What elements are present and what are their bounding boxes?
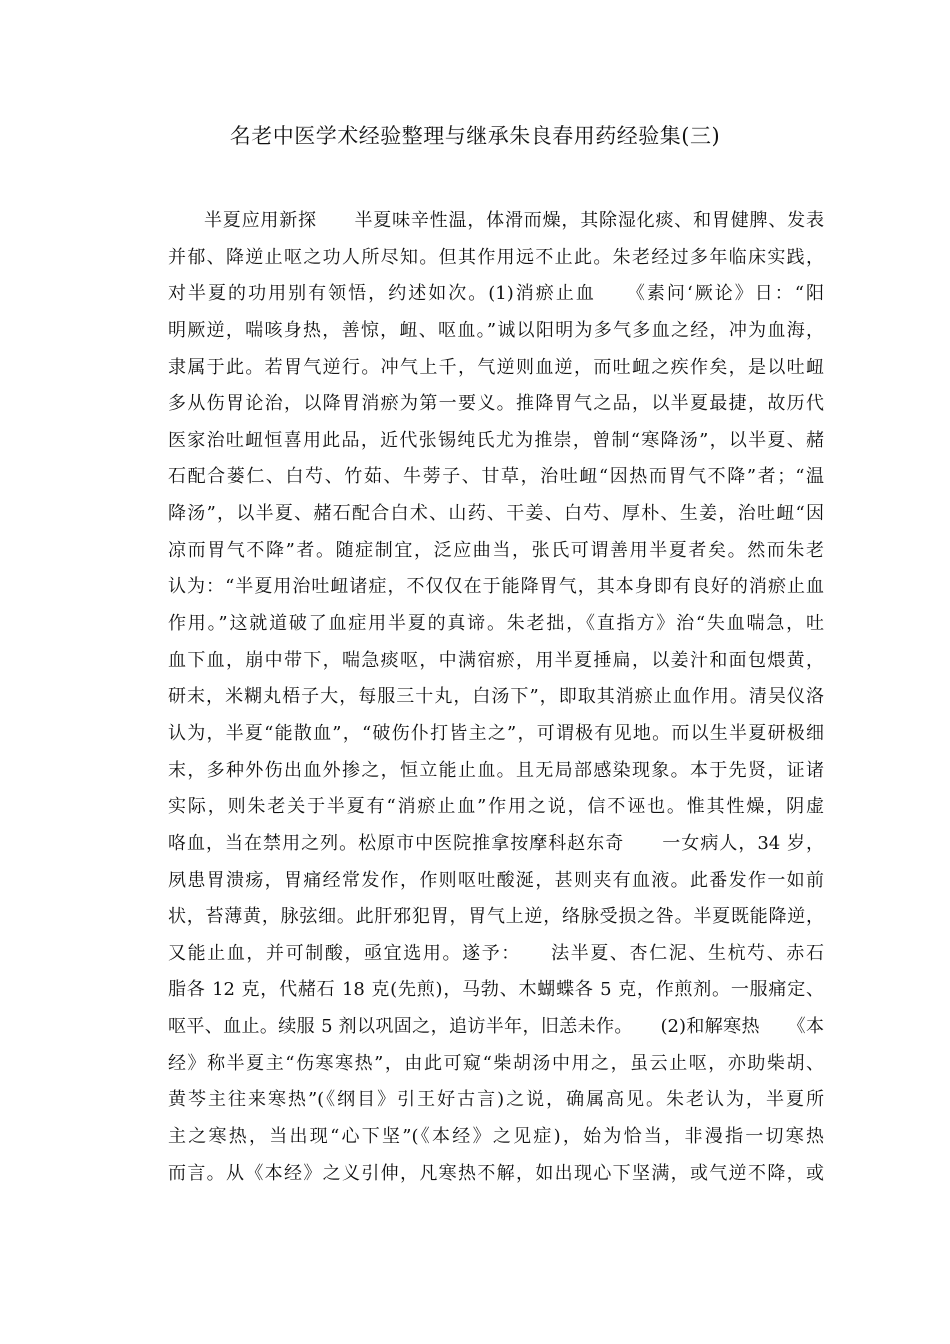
text-line: 明厥逆，喘咳身热，善惊，衄、呕血。”诚以阳明为多气多血之经，冲为血海，: [168, 319, 824, 341]
text-line: 呕平、血止。续服 5 剂以巩固之，追访半年，旧恙未作。 (2)和解寒热 《本: [168, 1016, 824, 1038]
text-line: 实际，则朱老关于半夏有“消瘀止血”作用之说，信不诬也。惟其性燥，阴虚: [168, 796, 824, 818]
text-line: 咯血，当在禁用之列。松原市中医院推拿按摩科赵东奇 一女病人，34 岁，: [168, 832, 824, 854]
body-paragraph: [168, 203, 824, 1192]
text-line: 凉而胃气不降”者。随症制宜，泛应曲当，张氏可谓善用半夏者矣。然而朱老: [168, 539, 824, 561]
text-line: 血下血，崩中带下，喘急痰呕，中满宿瘀，用半夏捶扁，以姜汁和面包煨黄，: [168, 649, 824, 671]
text-line: 隶属于此。若胃气逆行。冲气上千，气逆则血逆，而吐衄之疾作矣，是以吐衄: [168, 356, 824, 378]
text-line: 末，多种外伤出血外掺之，恒立能止血。且无局部感染现象。本于先贤，证诸: [168, 759, 824, 781]
document-title: 名老中医学术经验整理与继承朱良春用药经验集(三): [229, 124, 721, 148]
text-line: 夙患胃溃疡，胃痛经常发作，作则呕吐酸涎，甚则夹有血液。此番发作一如前: [168, 869, 824, 891]
text-line: 脂各 12 克，代赭石 18 克(先煎)，马勃、木蝴蝶各 5 克，作煎剂。一服痛定、: [168, 979, 824, 1001]
text-line: 石配合蒌仁、白芍、竹茹、牛蒡子、甘草，治吐衄“因热而胃气不降”者；“温: [168, 466, 824, 488]
text-line: 黄芩主往来寒热”(《纲目》引王好古言)之说，确属高见。朱老认为，半夏所: [168, 1089, 824, 1111]
text-line: 作用。”这就道破了血症用半夏的真谛。朱老拙，《直指方》治“失血喘急，吐: [168, 613, 824, 635]
text-line: 研末，米糊丸梧子大，每服三十丸，白汤下”，即取其消瘀止血作用。清吴仪洛: [168, 686, 824, 708]
text-line: 并郁、降逆止呕之功人所尽知。但其作用远不止此。朱老经过多年临床实践，: [168, 246, 824, 268]
text-line: 而言。从《本经》之义引伸，凡寒热不解，如出现心下坚满，或气逆不降，或: [168, 1162, 824, 1184]
text-line: 降汤”，以半夏、赭石配合白术、山药、干姜、白芍、厚朴、生姜，治吐衄“因: [168, 503, 824, 525]
text-line: 又能止血，并可制酸，亟宜选用。遂予： 法半夏、杏仁泥、生杭芍、赤石: [168, 942, 824, 964]
text-line: 状，苔薄黄，脉弦细。此肝邪犯胃，胃气上逆，络脉受损之咎。半夏既能降逆，: [168, 906, 824, 928]
text-line: 半夏应用新探 半夏味辛性温，体滑而燥，其除湿化痰、和胃健脾、发表: [204, 210, 824, 231]
text-line: 多从伤胃论治，以降胃消瘀为第一要义。推降胃气之品，以半夏最捷，故历代: [168, 393, 824, 415]
text-line: 经》称半夏主“伤寒寒热”，由此可窥“柴胡汤中用之，虽云止呕，亦助柴胡、: [168, 1052, 824, 1074]
text-line: 医家治吐衄恒喜用此品，近代张锡纯氏尤为推崇，曾制“寒降汤”，以半夏、赭: [168, 429, 824, 451]
text-line: 主之寒热，当出现“心下坚”(《本经》之见症)，始为恰当，非漫指一切寒热: [168, 1126, 824, 1148]
text-line: 认为：“半夏用治吐衄诸症，不仅仅在于能降胃气，其本身即有良好的消瘀止血: [168, 576, 824, 598]
text-line: 对半夏的功用别有领悟，约述如次。(1)消瘀止血 《素问‘厥论》日：“阳: [168, 283, 824, 305]
text-line: 认为，半夏“能散血”，“破伤仆打皆主之”，可谓极有见地。而以生半夏研极细: [168, 722, 824, 744]
